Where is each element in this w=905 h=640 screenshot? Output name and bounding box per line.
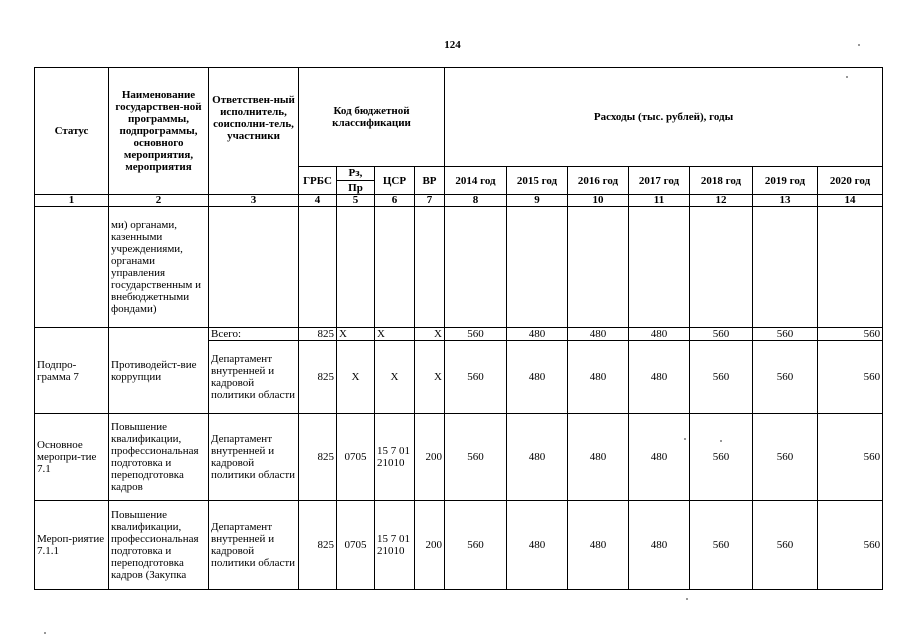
header-name: Наименование государствен-ной программы, подпрограммы, основного мероприятия, мероприятия — [109, 68, 209, 195]
expense-value: 480 — [568, 341, 629, 414]
header-year: 2017 год — [629, 167, 690, 195]
column-number: 10 — [568, 195, 629, 207]
expense-value: 480 — [568, 414, 629, 501]
grbs-value: 825 — [299, 414, 337, 501]
budget-table — [34, 67, 883, 590]
cell-empty — [299, 207, 337, 328]
header-row-top — [35, 68, 883, 167]
expense-value: 480 — [629, 341, 690, 414]
cell-empty — [415, 207, 445, 328]
cell-empty — [507, 207, 568, 328]
vr-value: X — [415, 341, 445, 414]
scan-speck — [44, 632, 46, 634]
rzpr-value: X — [337, 328, 375, 341]
expense-value: 560 — [818, 328, 883, 341]
column-number: 6 — [375, 195, 415, 207]
cell-empty — [568, 207, 629, 328]
event-executor: Департамент внутренней и кадровой политики области — [209, 501, 299, 590]
subprogram-status: Подпро-грамма 7 — [35, 328, 109, 414]
expense-value: 560 — [753, 328, 818, 341]
executor-total: Всего: — [209, 328, 299, 341]
column-number: 1 — [35, 195, 109, 207]
expense-value: 480 — [507, 501, 568, 590]
column-number: 9 — [507, 195, 568, 207]
header-csr: ЦСР — [375, 167, 415, 195]
header-year: 2015 год — [507, 167, 568, 195]
header-rz: Рз, — [337, 167, 374, 181]
header-grbs: ГРБС — [299, 167, 337, 195]
main-event-row — [35, 414, 883, 501]
header-rzpr — [337, 167, 375, 195]
scan-speck — [686, 598, 688, 600]
expense-value: 480 — [629, 501, 690, 590]
rzpr-value: X — [337, 341, 375, 414]
header-year: 2020 год — [818, 167, 883, 195]
column-number: 14 — [818, 195, 883, 207]
header-executor: Ответствен-ный исполнитель, соисполни-тель, участники — [209, 68, 299, 195]
expense-value: 480 — [629, 328, 690, 341]
cell-empty — [445, 207, 507, 328]
vr-value: X — [415, 328, 445, 341]
header-year: 2019 год — [753, 167, 818, 195]
rzpr-value: 0705 — [337, 414, 375, 501]
main-event-name: Повышение квалификации, профессиональная подготовка и переподготовка кадров — [109, 414, 209, 501]
main-event-executor: Департамент внутренней и кадровой политики области — [209, 414, 299, 501]
expense-value: 480 — [507, 341, 568, 414]
expense-value: 480 — [568, 501, 629, 590]
header-pr: Пр — [348, 182, 363, 195]
rzpr-value: 0705 — [337, 501, 375, 590]
column-number: 4 — [299, 195, 337, 207]
executor-dept: Департамент внутренней и кадровой политики области — [209, 341, 299, 414]
event-name: Повышение квалификации, профессиональная подготовка и переподготовка кадров (Закупка — [109, 501, 209, 590]
header-code-group: Код бюджетной классификации — [299, 68, 445, 167]
csr-value: X — [375, 341, 415, 414]
scan-speck — [684, 438, 686, 440]
column-number: 5 — [337, 195, 375, 207]
column-number: 12 — [690, 195, 753, 207]
expense-value: 560 — [818, 501, 883, 590]
expense-value: 480 — [629, 414, 690, 501]
vr-value: 200 — [415, 501, 445, 590]
event-row — [35, 501, 883, 590]
cell-empty — [753, 207, 818, 328]
subprogram-total-row — [35, 328, 883, 341]
column-number-row — [35, 195, 883, 207]
continuation-text: ми) органами, казенными учреждениями, органами управления государственным и внебюджетными фондами) — [109, 207, 209, 328]
column-number: 11 — [629, 195, 690, 207]
expense-value: 560 — [690, 328, 753, 341]
csr-value: 15 7 01 21010 — [375, 501, 415, 590]
column-number: 2 — [109, 195, 209, 207]
column-number: 7 — [415, 195, 445, 207]
header-vr: ВР — [415, 167, 445, 195]
cell-empty — [629, 207, 690, 328]
expense-value: 560 — [445, 501, 507, 590]
header-year: 2016 год — [568, 167, 629, 195]
csr-value: 15 7 01 21010 — [375, 414, 415, 501]
expense-value: 560 — [690, 341, 753, 414]
scan-speck — [846, 76, 848, 78]
column-number: 8 — [445, 195, 507, 207]
event-status: Мероп-риятие 7.1.1 — [35, 501, 109, 590]
header-expenses-group: Расходы (тыс. рублей), годы — [445, 68, 883, 167]
expense-value: 560 — [753, 414, 818, 501]
expense-value: 560 — [445, 414, 507, 501]
grbs-value: 825 — [299, 328, 337, 341]
expense-value: 560 — [445, 328, 507, 341]
header-year: 2018 год — [690, 167, 753, 195]
expense-value: 560 — [690, 414, 753, 501]
expense-value: 480 — [507, 414, 568, 501]
scan-speck — [858, 44, 860, 46]
main-event-status: Основное меропри-тие 7.1 — [35, 414, 109, 501]
expense-value: 560 — [445, 341, 507, 414]
cell-empty — [337, 207, 375, 328]
expense-value: 480 — [507, 328, 568, 341]
expense-value: 560 — [818, 341, 883, 414]
subprogram-name: Противодейст-вие коррупции — [109, 328, 209, 414]
cell-empty — [35, 207, 109, 328]
grbs-value: 825 — [299, 341, 337, 414]
page-number: 124 — [444, 39, 461, 51]
expense-value: 560 — [753, 501, 818, 590]
expense-value: 560 — [818, 414, 883, 501]
expense-value: 480 — [568, 328, 629, 341]
header-year: 2014 год — [445, 167, 507, 195]
scan-speck — [720, 440, 722, 442]
vr-value: 200 — [415, 414, 445, 501]
column-number: 13 — [753, 195, 818, 207]
expense-value: 560 — [690, 501, 753, 590]
cell-empty — [375, 207, 415, 328]
grbs-value: 825 — [299, 501, 337, 590]
cell-empty — [690, 207, 753, 328]
csr-value: X — [375, 328, 415, 341]
continuation-row — [35, 207, 883, 328]
header-status: Статус — [35, 68, 109, 195]
expense-value: 560 — [753, 341, 818, 414]
cell-empty — [209, 207, 299, 328]
cell-empty — [818, 207, 883, 328]
column-number: 3 — [209, 195, 299, 207]
